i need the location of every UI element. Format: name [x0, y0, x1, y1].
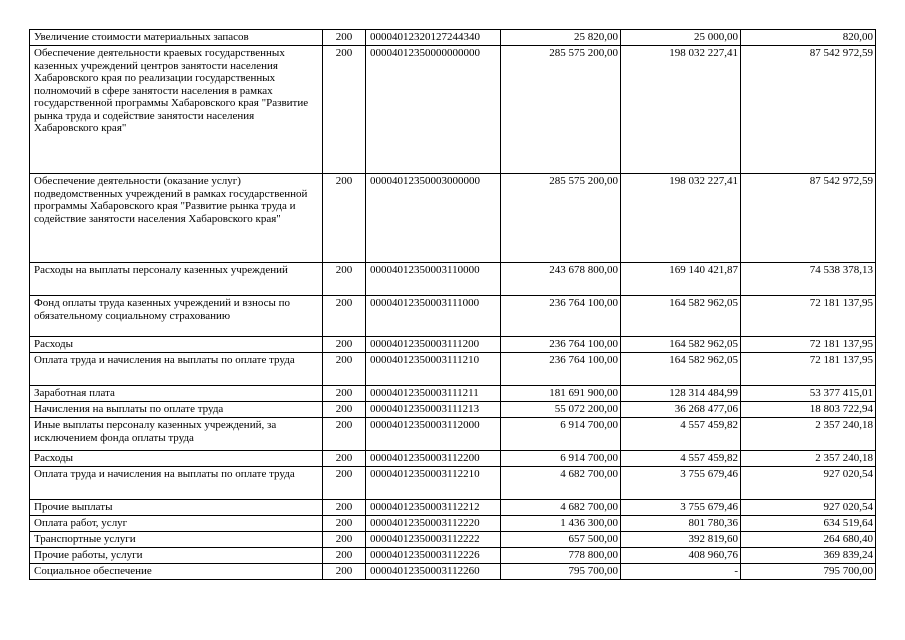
row-executed-cell: 3 755 679,46: [621, 467, 741, 500]
row-approved-cell: 236 764 100,00: [501, 296, 621, 337]
row-name-cell: Транспортные услуги: [30, 532, 323, 548]
row-approved-cell: 236 764 100,00: [501, 337, 621, 353]
table-row: [30, 418, 876, 451]
row-kbk-cell: 00004012350000000000: [366, 46, 501, 174]
row-approved-cell: 25 820,00: [501, 30, 621, 46]
table-row: [30, 548, 876, 564]
row-executed-cell: 801 780,36: [621, 516, 741, 532]
row-unexecuted-cell: 72 181 137,95: [741, 337, 876, 353]
row-executed-cell: 198 032 227,41: [621, 46, 741, 174]
row-name-cell: Расходы: [30, 337, 323, 353]
row-name-cell: Расходы: [30, 451, 323, 467]
row-name-cell: Расходы на выплаты персоналу казенных учреждений: [30, 263, 323, 296]
row-executed-cell: 164 582 962,05: [621, 296, 741, 337]
row-name-cell: Социальное обеспечение: [30, 564, 323, 580]
table-row: [30, 564, 876, 580]
row-name-cell: Оплата работ, услуг: [30, 516, 323, 532]
row-name-cell: Иные выплаты персоналу казенных учреждений, за исключением фонда оплаты труда: [30, 418, 323, 451]
row-kbk-cell: 00004012350003112226: [366, 548, 501, 564]
table-row: [30, 46, 876, 174]
row-name-cell: Прочие выплаты: [30, 500, 323, 516]
table-row: [30, 263, 876, 296]
row-code-cell: 200: [323, 353, 366, 386]
row-unexecuted-cell: 53 377 415,01: [741, 386, 876, 402]
row-unexecuted-cell: 634 519,64: [741, 516, 876, 532]
row-code-cell: 200: [323, 564, 366, 580]
row-kbk-cell: 00004012350003112210: [366, 467, 501, 500]
row-name-cell: Начисления на выплаты по оплате труда: [30, 402, 323, 418]
row-kbk-cell: 00004012350003111200: [366, 337, 501, 353]
row-approved-cell: 285 575 200,00: [501, 174, 621, 263]
row-approved-cell: 657 500,00: [501, 532, 621, 548]
row-kbk-cell: 00004012350003111213: [366, 402, 501, 418]
row-unexecuted-cell: 72 181 137,95: [741, 296, 876, 337]
row-approved-cell: 55 072 200,00: [501, 402, 621, 418]
row-executed-cell: 164 582 962,05: [621, 337, 741, 353]
row-approved-cell: 6 914 700,00: [501, 418, 621, 451]
row-kbk-cell: 00004012350003111211: [366, 386, 501, 402]
row-kbk-cell: 00004012350003112000: [366, 418, 501, 451]
row-executed-cell: 4 557 459,82: [621, 451, 741, 467]
row-name-cell: Фонд оплаты труда казенных учреждений и взносы по обязательному социальному страхованию: [30, 296, 323, 337]
row-kbk-cell: 00004012350003112212: [366, 500, 501, 516]
row-code-cell: 200: [323, 532, 366, 548]
row-unexecuted-cell: 87 542 972,59: [741, 174, 876, 263]
row-approved-cell: 4 682 700,00: [501, 467, 621, 500]
row-executed-cell: 25 000,00: [621, 30, 741, 46]
table-row: [30, 451, 876, 467]
row-kbk-cell: 00004012350003110000: [366, 263, 501, 296]
row-approved-cell: 1 436 300,00: [501, 516, 621, 532]
table-row: [30, 402, 876, 418]
row-executed-cell: 392 819,60: [621, 532, 741, 548]
row-approved-cell: 285 575 200,00: [501, 46, 621, 174]
row-executed-cell: -: [621, 564, 741, 580]
row-approved-cell: 778 800,00: [501, 548, 621, 564]
row-code-cell: 200: [323, 548, 366, 564]
row-name-cell: Оплата труда и начисления на выплаты по оплате труда: [30, 353, 323, 386]
row-name-cell: Прочие работы, услуги: [30, 548, 323, 564]
row-unexecuted-cell: 74 538 378,13: [741, 263, 876, 296]
row-kbk-cell: 00004012350003112220: [366, 516, 501, 532]
row-name-cell: Заработная плата: [30, 386, 323, 402]
table-row: [30, 353, 876, 386]
table-body: [30, 30, 876, 580]
row-executed-cell: 164 582 962,05: [621, 353, 741, 386]
row-code-cell: 200: [323, 337, 366, 353]
row-unexecuted-cell: 87 542 972,59: [741, 46, 876, 174]
row-code-cell: 200: [323, 263, 366, 296]
table-row: [30, 174, 876, 263]
table-row: [30, 296, 876, 337]
table-row: [30, 337, 876, 353]
row-unexecuted-cell: 264 680,40: [741, 532, 876, 548]
row-unexecuted-cell: 927 020,54: [741, 500, 876, 516]
row-kbk-cell: 00004012350003000000: [366, 174, 501, 263]
row-kbk-cell: 00004012350003111210: [366, 353, 501, 386]
row-kbk-cell: 00004012350003111000: [366, 296, 501, 337]
row-executed-cell: 4 557 459,82: [621, 418, 741, 451]
row-code-cell: 200: [323, 451, 366, 467]
row-approved-cell: 795 700,00: [501, 564, 621, 580]
row-code-cell: 200: [323, 30, 366, 46]
table-row: [30, 467, 876, 500]
row-unexecuted-cell: 820,00: [741, 30, 876, 46]
row-executed-cell: 169 140 421,87: [621, 263, 741, 296]
row-unexecuted-cell: 927 020,54: [741, 467, 876, 500]
row-kbk-cell: 00004012320127244340: [366, 30, 501, 46]
table-row: [30, 516, 876, 532]
row-code-cell: 200: [323, 467, 366, 500]
row-unexecuted-cell: 2 357 240,18: [741, 451, 876, 467]
table-row: [30, 386, 876, 402]
row-executed-cell: 36 268 477,06: [621, 402, 741, 418]
row-approved-cell: 181 691 900,00: [501, 386, 621, 402]
row-kbk-cell: 00004012350003112260: [366, 564, 501, 580]
row-approved-cell: 243 678 800,00: [501, 263, 621, 296]
row-executed-cell: 408 960,76: [621, 548, 741, 564]
row-unexecuted-cell: 369 839,24: [741, 548, 876, 564]
row-executed-cell: 198 032 227,41: [621, 174, 741, 263]
row-name-cell: Оплата труда и начисления на выплаты по оплате труда: [30, 467, 323, 500]
row-approved-cell: 4 682 700,00: [501, 500, 621, 516]
table-row: [30, 500, 876, 516]
row-kbk-cell: 00004012350003112222: [366, 532, 501, 548]
budget-execution-table: [29, 29, 876, 580]
row-name-cell: Обеспечение деятельности (оказание услуг) подведомственных учреждений в рамках государственной программы Хабаровского края "Развитие рынка труда и содействие занятости населения Хабаровского края": [30, 174, 323, 263]
row-code-cell: 200: [323, 402, 366, 418]
row-code-cell: 200: [323, 174, 366, 263]
row-unexecuted-cell: 795 700,00: [741, 564, 876, 580]
row-name-cell: Обеспечение деятельности краевых государственных казенных учреждений центров занятости населения Хабаровского края по реализации государственных полномочий в сфере занятости населения в рамках государственной программы Хабаровского края "Развитие рынка труда и содействие занятости населения Хабаровского края": [30, 46, 323, 174]
row-kbk-cell: 00004012350003112200: [366, 451, 501, 467]
row-code-cell: 200: [323, 418, 366, 451]
row-code-cell: 200: [323, 386, 366, 402]
row-unexecuted-cell: 2 357 240,18: [741, 418, 876, 451]
row-approved-cell: 6 914 700,00: [501, 451, 621, 467]
row-code-cell: 200: [323, 500, 366, 516]
table-row: [30, 30, 876, 46]
row-code-cell: 200: [323, 296, 366, 337]
table-row: [30, 532, 876, 548]
row-name-cell: Увеличение стоимости материальных запасов: [30, 30, 323, 46]
row-executed-cell: 128 314 484,99: [621, 386, 741, 402]
row-code-cell: 200: [323, 516, 366, 532]
row-unexecuted-cell: 72 181 137,95: [741, 353, 876, 386]
row-code-cell: 200: [323, 46, 366, 174]
row-approved-cell: 236 764 100,00: [501, 353, 621, 386]
row-executed-cell: 3 755 679,46: [621, 500, 741, 516]
row-unexecuted-cell: 18 803 722,94: [741, 402, 876, 418]
